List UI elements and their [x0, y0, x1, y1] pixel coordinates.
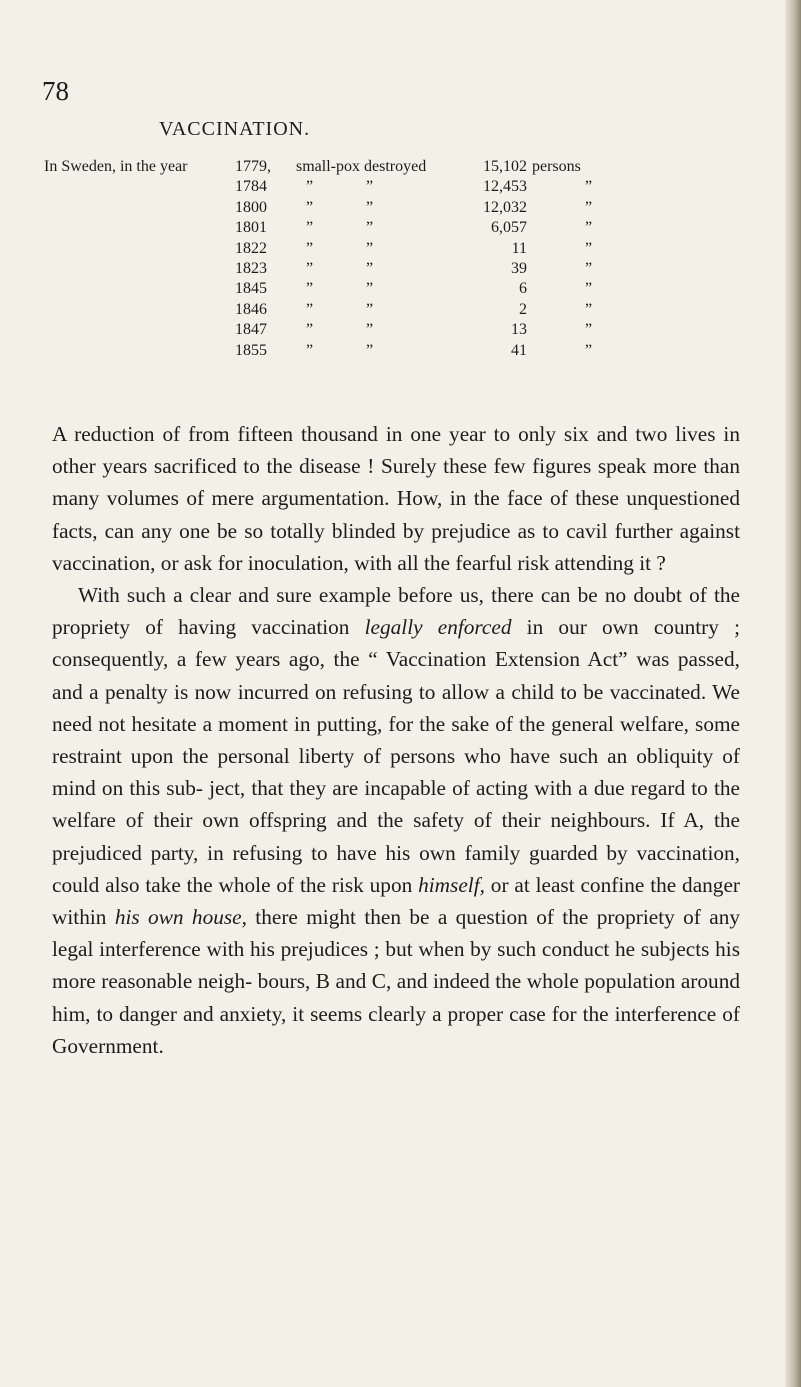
count-cell: 13	[511, 321, 527, 339]
ditto-mark: ”	[306, 219, 314, 237]
text-run: With such a clear and sure example before us, there can be no doubt of the propriety of having vaccination	[52, 583, 740, 640]
year-cell: 1855	[235, 341, 267, 359]
text-run: there might then be a question of the propriety of any legal interference with his prejudices ; but when by such conduct he subjects his more reasonable neigh- bours, B and C, and indeed the whole population around him, to danger and anxiety, it seems clearly a proper case for the interference of Government.	[52, 905, 741, 1058]
ditto-mark: ”	[306, 341, 314, 359]
text-run: in our own country ; consequently, a few years ago, the “ Vaccination Extension Act” was passed, and a penalty is now incurred on refusing to allow a child to be vaccinated. We need not hesitate a moment in putting, for the sake of the general welfare, some restraint upon the personal liberty of persons who have such an obliquity of mind on this sub- ject, that they are incapable of acting with a due regard to the welfare of their own offspring and the safety of their neighbours. If A, the prejudiced party, in refusing to have his own family guarded by vaccination, could also take the whole of the risk upon	[52, 615, 740, 897]
body-text	[52, 418, 740, 1062]
count-cell: 12,032	[483, 198, 527, 216]
ditto-mark: ”	[306, 300, 314, 318]
page-edge	[785, 0, 801, 1387]
year-cell: 1847	[235, 321, 267, 339]
text-run: or at least confine the danger within	[52, 872, 740, 930]
ditto-mark: ”	[366, 239, 374, 257]
year-cell: 1823	[235, 260, 267, 277]
ditto-mark: ”	[585, 321, 593, 339]
year-cell: 1822	[235, 239, 267, 257]
year-cell: 1800	[235, 198, 267, 216]
paragraph: A reduction of from fifteen thousand in one year to only six and two lives in other years sacrificed to the disease ! Surely these few figures speak more than many volumes of mere argumentation. How, in the face of these unquestioned facts, can any one be so totally blinded by prejudice as to cavil further against vaccination, or ask for inoculation, with all the fearful risk attending it ?	[52, 422, 740, 575]
ditto-mark: ”	[585, 341, 593, 359]
ditto-mark: ”	[366, 341, 374, 359]
ditto-mark: ”	[585, 260, 593, 277]
ditto-mark: ”	[585, 198, 593, 216]
ditto-mark: ”	[306, 280, 314, 298]
ditto-mark: ”	[366, 280, 374, 298]
year-cell: 1845	[235, 280, 267, 298]
ditto-mark: ”	[585, 178, 593, 196]
row-lead-text: In Sweden, in the year	[44, 158, 188, 175]
ditto-mark: ”	[366, 219, 374, 237]
ditto-mark: ”	[585, 280, 593, 298]
ditto-mark: ”	[306, 239, 314, 257]
paragraph	[52, 579, 740, 1062]
year-cell: 1784	[235, 178, 267, 196]
count-cell: 41	[511, 341, 527, 359]
count-cell: 12,453	[483, 178, 527, 196]
ditto-mark: ”	[366, 198, 374, 216]
row-description: small-pox destroyed	[296, 158, 427, 175]
count-cell: 2	[519, 300, 527, 318]
unit-cell: persons	[532, 158, 581, 175]
ditto-mark: ”	[585, 219, 593, 237]
ditto-mark: ”	[306, 321, 314, 339]
ditto-mark: ”	[306, 198, 314, 216]
emphasis: himself,	[418, 872, 485, 897]
emphasis: legally enforced	[364, 615, 512, 640]
running-head: VACCINATION.	[159, 118, 311, 140]
ditto-mark: ”	[306, 178, 314, 196]
ditto-mark: ”	[366, 178, 374, 196]
emphasis: his own house,	[114, 905, 247, 930]
count-cell: 6	[519, 280, 527, 298]
ditto-mark: ”	[306, 260, 314, 277]
ditto-mark: ”	[366, 321, 374, 339]
ditto-mark: ”	[585, 239, 593, 257]
count-cell: 6,057	[491, 219, 527, 237]
year-cell: 1801	[235, 219, 267, 237]
count-cell: 39	[511, 260, 527, 277]
count-cell: 15,102	[483, 158, 527, 175]
year-cell: 1779,	[235, 158, 271, 175]
count-cell: 11	[511, 239, 527, 257]
year-cell: 1846	[235, 300, 267, 318]
page-number: 78	[42, 76, 69, 106]
ditto-mark: ”	[366, 260, 374, 277]
ditto-mark: ”	[585, 300, 593, 318]
ditto-mark: ”	[366, 300, 374, 318]
